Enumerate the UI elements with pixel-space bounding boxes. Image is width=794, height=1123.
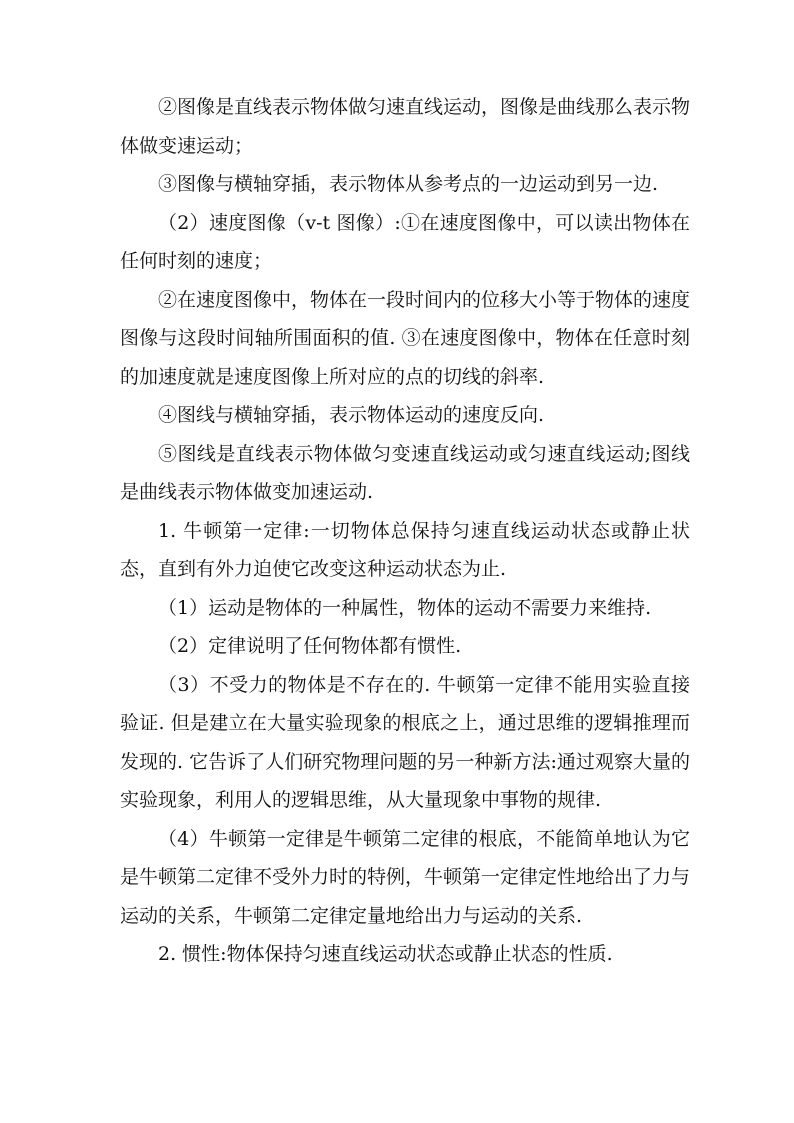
paragraph-motion-property: （1）运动是物体的一种属性，物体的运动不需要力来维持.	[158, 596, 652, 619]
paragraph-inertia-definition: 2. 惯性:物体保持匀速直线运动状态或静止状态的性质.	[158, 943, 613, 965]
document-body	[120, 88, 690, 974]
paragraph-vt-graph-intro: （2）速度图像（v-t 图像）:①在速度图像中，可以读出物体在任何时刻的速度；	[120, 211, 690, 272]
paragraph-inertia-all-objects: （2）定律说明了任何物体都有惯性.	[158, 635, 462, 657]
paragraph-no-force-not-exist: （3）不受力的物体是不存在的. 牛顿第一定律不能用实验直接验证. 但是建立在大量实验现象的根底之上，通过思维的逻辑推理而发现的. 它告诉了人们研究物理问题的另一种新方法:通过观察大量的实验现象，利用人的逻辑思维，从大量现象中事物的规律.	[120, 673, 690, 811]
paragraph-cross-axis-displacement: ③图像与横轴穿插，表示物体从参考点的一边运动到另一边.	[158, 173, 659, 195]
paragraph-area-and-slope: ②在速度图像中，物体在一段时间内的位移大小等于物体的速度图像与这段时间轴所围面积的值. ③在速度图像中，物体在任意时刻的加速度就是速度图像上所对应的点的切线的斜率.	[120, 288, 691, 388]
paragraph-velocity-line-curve: ②图像是直线表示物体做匀速直线运动，图像是曲线那么表示物体做变速运动；	[120, 96, 691, 157]
paragraph-newton-first-law: 1. 牛顿第一定律:一切物体总保持匀速直线运动状态或静止状态，直到有外力迫使它改变这种运动状态为止.	[120, 519, 690, 580]
paragraph-velocity-reverse: ④图线与横轴穿插，表示物体运动的速度反向.	[158, 404, 545, 426]
paragraph-uniform-acceleration: ⑤图线是直线表示物体做匀变速直线运动或匀速直线运动;图线是曲线表示物体做变加速运动.	[120, 442, 690, 503]
paragraph-first-vs-second-law: （4）牛顿第一定律是牛顿第二定律的根底，不能简单地认为它是牛顿第二定律不受外力时的特例，牛顿第一定律定性地给出了力与运动的关系，牛顿第二定律定量地给出力与运动的关系.	[120, 827, 691, 927]
